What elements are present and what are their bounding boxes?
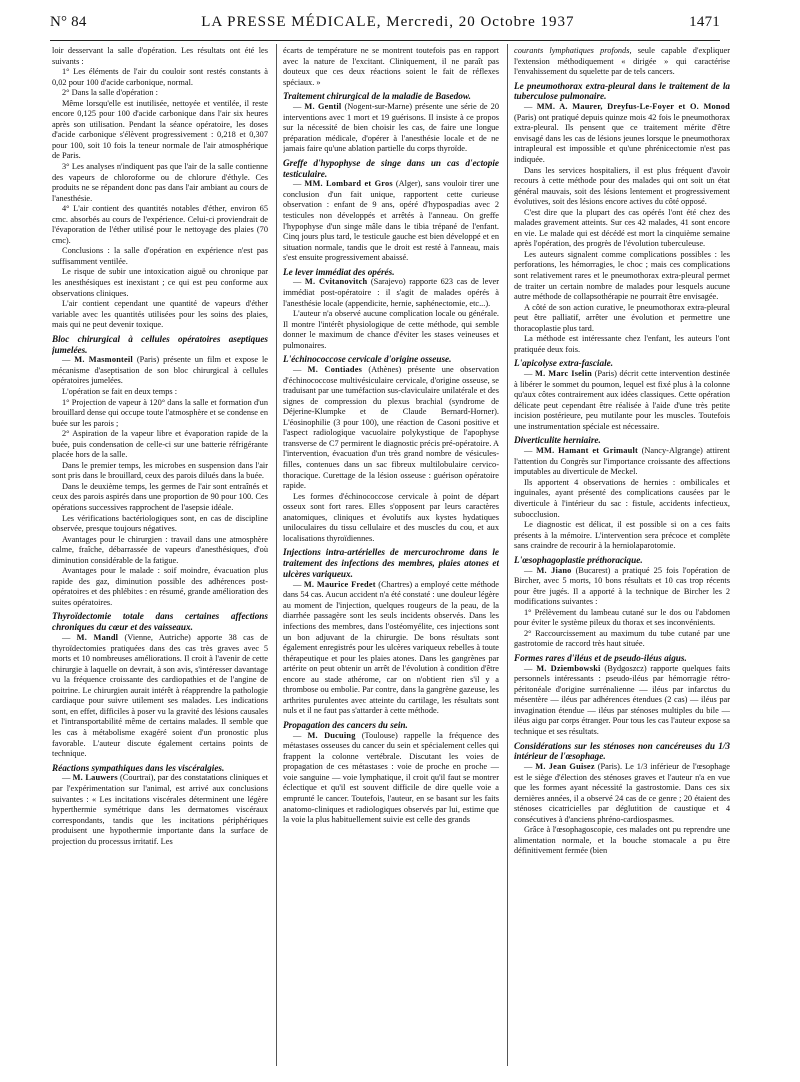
section-heading: L'apicolyse extra-fasciale. [514, 358, 613, 369]
section-heading: Greffe d'hypophyse de singe dans un cas d'ectopie testiculaire. [283, 157, 499, 179]
section-body: — M. Lauwers (Courtrai), par des constatations cliniques et par l'expérimentation sur l'animal, est arrivé aux conclusions suivantes : « Les incitations viscérales déterminent une légère hyperthermie symétrique dans les dermatomes viscéraux correspondants, tandis que les incitations périphériques produisent une hypothermie importante dans la surface de projection du processus irritatif. Les [52, 773, 268, 846]
section-body: — M. Contiades (Athènes) présente une observation d'échinococcose multivésiculaire cervicale, d'origine osseuse, se traduisant par une tuméfaction sus-claviculaire unilatérale et des signes de compression du plexus brachial (syndrome de Déjerine-Klumpke et de Claude Bernard-Horner). L'éosinophilie (3 pour 100), une réaction de Casoni positive et l'aspect radiologique vacuolaire polykystique de l'apophyse transverse de C7 permirent le diagnostic précis pré-opératoire. A l'intervention, évacuation d'un très grand nombre de vésicules-filles, contenues dans un sac fibreux multilobulaire cervico-thoracique. Curettage de la lésion osseuse : guérison opératoire rapide. [283, 365, 499, 491]
author-name: M. Masmonteil [74, 355, 133, 365]
section-body: — MM. Lombard et Gros (Alger), sans vouloir tirer une conclusion d'un fait unique, rapportent cette curieuse observation : enfant de 9 ans, opéré d'hypospadias avec 2 testicules non développés et arrêtés à l'anneau. On greffe l'hypophyse d'un singe mâle dans le tibia trépané de l'enfant. Cinq jours plus tard, le testicule gauche est bien développé et en situation normale, tandis que le droit est resté à l'anneau, mais s'est ensuite progressivement abaissé. [283, 179, 499, 263]
paragraph: L'auteur n'a observé aucune complication locale ou générale. Il montre l'intérêt physiologique de cette méthode, qui semble donner le maximum de chance d'éviter les stases veineuses et pulmonaires. [283, 309, 499, 350]
section-text: (Paris). Le 1/3 inférieur de l'œsophage est le siège d'élection des sténoses graves et l'auteur n'a en vue que les formes ayant nécessité la gastrostomie. Dans ces six dernières années, il a observé 24 cas de ce genre ; 20 étaient des sténoses cicatricielles par déglutition de caustique et 4 consécutives à d'anciens phréno-cardiospasmes. [514, 762, 730, 824]
author-name: M. Mandl [76, 633, 119, 643]
section-body: — M. Cvitanovitch (Sarajevo) rapporte 623 cas de lever immédiat post-opératoire : il s'agit de malades opérés à l'anesthésie locale (appendicite, hernie, saphénectomie, etc...). [283, 277, 499, 308]
section-heading: Traitement chirurgical de la maladie de Basedow. [283, 91, 471, 102]
section-heading: Réactions sympathiques dans les viscéralgies. [52, 762, 225, 773]
paragraph: Ils apportent 4 observations de hernies : ombilicales et inguinales, ayant présenté des complications causées par le diverticule à l'intérieur du sac : fistule, accidents infectieux, subocclusion. [514, 477, 730, 519]
page-number: 1471 [689, 14, 720, 30]
column-2 [283, 46, 499, 1066]
section-heading: Diverticulite herniaire. [514, 435, 601, 446]
section-body: — M. Jiano (Bucarest) a pratiqué 25 fois l'opération de Bircher, avec 5 morts, 10 bons résultats et 10 cas trop récents pour être jugés. Il a apporté à la technique de Bircher les 2 modifications suivantes : [514, 565, 730, 607]
page-header [50, 14, 720, 36]
paragraph: Grâce à l'œsophagoscopie, ces malades ont pu reprendre une alimentation normale, et la bouche stomacale a pu être définitivement fermée (bien [514, 825, 730, 856]
emphasis: courants lymphatiques profonds, [514, 46, 632, 55]
paragraph: 1° Projection de vapeur à 120° dans la salle et formation d'un brouillard dense qui occupe toute l'atmosphère et se condense en buée sur les parois ; [52, 397, 268, 428]
section-body: — M. Marc Iselin (Paris) décrit cette intervention destinée à libérer le sommet du poumon, lequel est fixé plus à la colonne qu'aux côtes contrairement aux idées classiques. Cette opération délicate peut cependant être réalisée à l'aide d'une très petite incision postérieure, peu mutilante pour les muscles. Toutefois une instrumentation spéciale est nécessaire. [514, 369, 730, 431]
paragraph: Avantages pour le malade : soif moindre, évacuation plus rapide des gaz, diminution possible des adhérences post-opératoires et des phlébites : en résumé, grande amélioration des suites opératoires. [52, 566, 268, 607]
column-divider [276, 44, 277, 1066]
paragraph: Le diagnostic est délicat, il est possible si on a ces faits présents à la mémoire. L'intervention sera précoce et complète sans craindre de recourir à la herniolaparotomie. [514, 520, 730, 551]
section-body: — M. Mandl (Vienne, Autriche) apporte 38 cas de thyroïdectomies pratiquées dans des cas très graves avec 5 morts et 10 nombreuses améliorations. Il croit à l'avenir de cette chirurgie à laquelle on devrait, à son avis, s'intéresser davantage vu la fréquence croissante des cardiopathies et de l'angine de poitrine. Le chirurgien aurait intérêt à réapprendre la pathologie cardiaque pour suivre utilement ses malades. Les indications sont, en effet, difficiles à poser vu la gravité des lésions causales et l'intransportabilité même de certains malades. Il semble que les cas à métabolisme exagéré soient d'un pronostic plus favorable. L'auteur discute également certains points de technique. [52, 633, 268, 759]
paragraph: A côté de son action curative, le pneumothorax extra-pleural peut être palliatif, arrêter une évolution et permettre une thoracoplastie plus tard. [514, 302, 730, 333]
section-heading: Formes rares d'iléus et de pseudo-iléus aigus. [514, 652, 687, 663]
journal-title: LA PRESSE MÉDICALE, Mercredi, 20 Octobre 1937 [201, 14, 575, 30]
paragraph: Les formes d'échinococcose cervicale à point de départ osseux sont fort rares. Elles s'opposent par leurs caractères anatomiques, cliniques et évolutifs aux kystes hydatiques uniloculaires du tissu cellulaire et des muscles du cou, et aux localisations thyroïdiennes. [283, 491, 499, 543]
section-text: (Alger), sans vouloir tirer une conclusion d'un fait unique, rapportent cette curieuse observation : enfant de 9 ans, opéré d'hypospadias avec 2 testicules non développés et arrêtés à l'anneau. On greffe l'hypophyse d'un singe mâle dans le tibia trépané de l'enfant. Cinq jours plus tard, le testicule gauche est bien développé et en situation normale, tandis que le droit est resté à l'anneau, mais s'est ensuite progressivement abaissé. [283, 179, 499, 263]
paragraph: 2° Raccourcissement au maximum du tube cutané par une gastrotomie de raccord très haut située. [514, 628, 730, 649]
section-body: — M. Masmonteil (Paris) présente un film et expose le mécanisme d'aseptisation de son bloc chirurgical à cellules opératoires jumelées. [52, 355, 268, 386]
author-name: M. Ducuing [307, 730, 356, 740]
header-rule [50, 40, 720, 41]
paragraph: Dans les services hospitaliers, il est plus fréquent d'avoir recours à cette méthode pour des malades qui ont soit un état général mauvais, soit des lésions lentement et progressivement évolutives, soit des lésions encore actives du côté opposé. [514, 165, 730, 207]
section-text: (Paris) ont pratiqué depuis quinze mois 42 fois le pneumothorax extra-pleural. Ils pensent que ce traitement mérite d'être envisagé dans les cas de lésions jeunes lorsque le pneumothorax intrapleural est impossible et qu'une phrénicectomie n'est pas indiquée. [514, 112, 730, 164]
section-text: (Athènes) présente une observation d'échinococcose multivésiculaire cervicale, d'origine osseuse, se traduisant par une tuméfaction sus-claviculaire unilatérale et des signes de compression du plexus brachial (syndrome de Déjerine-Klumpke et de Claude Bernard-Horner). L'éosinophilie (3 pour 100), une réaction de Casoni positive et l'aspect radiologique vacuolaire polykystique de l'apophyse transverse de C7 permirent le diagnostic précis pré-opératoire. A l'intervention, évacuation d'un très grand nombre de vésicules-filles, contenues dans un sac fibreux multilobulaire cervico-thoracique. Curettage de la lésion osseuse : guérison opératoire rapide. [283, 365, 499, 491]
section-text: (Bucarest) a pratiqué 25 fois l'opération de Bircher, avec 5 morts, 10 bons résultats et 10 cas trop récents pour être jugés. Il a apporté à la technique de Bircher les 2 modifications suivantes : [514, 565, 730, 607]
paragraph: 1° Les éléments de l'air du couloir sont restés constants à 0,02 pour 100 d'acide carbonique, normal. [52, 67, 268, 87]
section-heading: Considérations sur les sténoses non cancéreuses du 1/3 intérieur de l'œsophage. [514, 740, 730, 762]
paragraph: Même lorsqu'elle est inutilisée, nettoyée et ventilée, il reste encore 0,125 pour 100 d'acide carbonique dans l'air six heures après son utilisation. Pendant la séance opératoire, les doses d'acide carbonique s'élèvent progressivement : 0,218 et 0,307 pour 100, soit 10 fois la teneur normale de l'air atmosphérique de Paris. [52, 98, 268, 161]
author-name: M. Maurice Fredet [303, 579, 376, 589]
section-text: (Bydgoszcz) rapporte quelques faits personnels intéressants : pseudo-iléus par hémorragie rétro-péritonéale d'origine surrénalienne — iléus par infarctus du mésentère — iléus par adhérences étendues (2 cas) — iléus par invagination étendue — iléus par sténoses multiples du bile — iléus aigu par corps étranger. Pour tous les cas l'auteur expose sa technique et ses résultats. [514, 663, 730, 736]
paragraph: Les vérifications bactériologiques sont, en cas de discipline observée, presque toujours négatives. [52, 513, 268, 534]
section-body: — M. Ducuing (Toulouse) rappelle la fréquence des métastases osseuses du cancer du sein et spécialement celles qui frappent la colonne vertébrale. Discutant les voies de propagation de ces métastases : voie de proche en proche — voie sanguine — voie lymphatique, il croit qu'il faut se montrer éclectique et qu'il est souvent difficile de dire quelle voie a emprunté le cancer. Toutefois, l'auteur, en se basant sur les faits anatomo-cliniques et radiologiques observés par lui, estime que la voie la plus habituellement suivie est celle des grands [283, 730, 499, 825]
section-text: (Nogent-sur-Marne) présente une série de 20 interventions avec 1 mort et 19 guérisons. Il insiste à ce propos sur la nécessité de bien choisir les cas, de faire une longue préparation médicale, d'opérer à l'anesthésie locale et de ne jamais faire qu'une ablation partielle du corps thyroïde. [283, 101, 499, 154]
section-body: — MM. Hamant et Grimault (Nancy-Algrange) attirent l'attention du Congrès sur l'importance croissante des affections imputables au diverticule de Meckel. [514, 446, 730, 477]
section-text: (Courtrai), par des constatations cliniques et par l'expérimentation sur l'animal, est arrivé aux conclusions suivantes : « Les incitations viscérales déterminent une légère hyperthermie symétrique dans les dermatomes viscéraux correspondants, tandis que les incitations périphériques produisent une hypothermie importante dans la surface de projection du processus irritatif. Les [52, 773, 268, 846]
paragraph: L'air contient cependant une quantité de vapeurs d'éther variable avec les quantités utilisées pour les soins des plaies, mais qui ne peut devenir toxique. [52, 299, 268, 330]
column-divider [507, 44, 508, 1066]
author-name: M. Jean Guisez [535, 762, 595, 772]
section-body: — M. Dziembowski (Bydgoszcz) rapporte quelques faits personnels intéressants : pseudo-iléus par hémorragie rétro-péritonéale d'origine surrénalienne — iléus par infarctus du mésentère — iléus par adhérences étendues (2 cas) — iléus par invagination étendue — iléus par sténoses multiples du bile — iléus aigu par corps étranger. Pour tous les cas l'auteur expose sa technique et ses résultats. [514, 663, 730, 736]
section-heading: L'œsophagoplastie préthoracique. [514, 554, 643, 565]
section-heading: Propagation des cancers du sein. [283, 719, 408, 730]
paragraph: Conclusions : la salle d'opération en expérience n'est pas suffisamment ventilée. [52, 246, 268, 266]
author-name: MM. Lombard et Gros [304, 179, 393, 189]
paragraph: 1° Prélèvement du lambeau cutané sur le dos ou l'abdomen pour éviter le système pileux du thorax et ses inconvénients. [514, 607, 730, 628]
section-body: — M. Jean Guisez (Paris). Le 1/3 inférieur de l'œsophage est le siège d'élection des sténoses graves et l'auteur n'a en vue que les formes ayant nécessité la gastrostomie. Dans ces six dernières années, il a observé 24 cas de ce genre ; 20 étaient des sténoses cicatricielles par déglutition de caustique et 4 consécutives à d'anciens phréno-cardiospasmes. [514, 762, 730, 824]
author-name: M. Marc Iselin [535, 369, 592, 379]
author-name: M. Cvitanovitch [304, 277, 368, 287]
paragraph [514, 46, 730, 78]
section-heading: Injections intra-artérielles de mercurochrome dans le traitement des infections des membres, plaies atones et ulcères variqueux. [283, 547, 499, 579]
issue-number: N° 84 [50, 14, 87, 30]
paragraph: Avantages pour le chirurgien : travail dans une atmosphère calme, fraîche, débarrassée de vapeurs d'anesthésiques, d'où diminution considérable de la fatigue. [52, 534, 268, 565]
author-name: M. Contiades [307, 365, 363, 375]
section-body: — M. Gentil (Nogent-sur-Marne) présente une série de 20 interventions avec 1 mort et 19 guérisons. Il insiste à ce propos sur la nécessité de bien choisir les cas, de faire une longue préparation médicale, d'opérer à l'anesthésie locale et de ne jamais faire qu'une ablation partielle du corps thyroïde. [283, 101, 499, 154]
section-text: (Sarajevo) rapporte 623 cas de lever immédiat post-opératoire : il s'agit de malades opérés à l'anesthésie locale (appendicite, hernie, saphénectomie, etc...). [283, 277, 499, 308]
paragraph: Les auteurs signalent comme complications possibles : les perforations, les hémorragies, le choc ; mais ces complications sont relativement rares et le pneumothorax extra-pleural permet de traiter un certain nombre de malades pour lesquels aucune autre méthode de collapsothérapie ne pourrait être envisagée. [514, 249, 730, 302]
section-heading: Bloc chirurgical à cellules opératoires aseptiques jumelées. [52, 333, 268, 355]
section-text: (Paris) décrit cette intervention destinée à libérer le sommet du poumon, lequel est fixé plus à la colonne qu'aux côtes contrairement aux idées classiques. Cette opération délicate peut cependant être réalisée à l'aide d'une très petite incision postérieure, peu mutilante pour les muscles. Toutefois une instrumentation spéciale est nécessaire. [514, 369, 730, 431]
author-name: MM. A. Maurer, Dreyfus-Le-Foyer et O. Monod [536, 102, 730, 112]
section-heading: L'échinococcose cervicale d'origine osseuse. [283, 354, 452, 365]
author-name: M. Dziembowski [536, 663, 601, 673]
paragraph: Le risque de subir une intoxication aiguë ou chronique par les anesthésiques est inexistant ; ce qui est peu conforme aux observations cliniques. [52, 267, 268, 298]
paragraph-text: seule capable d'expliquer l'extension méthodiquement « dirigée » qui caractérise l'envahissement du squelette par de tels cancers. [514, 46, 730, 77]
section-heading: Le lever immédiat des opérés. [283, 266, 395, 277]
column-3 [514, 46, 730, 1066]
section-text: (Vienne, Autriche) apporte 38 cas de thyroïdectomies pratiquées dans des cas très graves avec 5 morts et 10 nombreuses améliorations. Il croit à l'avenir de cette chirurgie à laquelle on devrait, à son avis, s'intéresser davantage vu la fréquence croissante des cardiopathies et de l'angine de poitrine. Le chirurgien aurait intérêt à réapprendre la pathologie cardiaque pour suivre utilement ses malades. Les indications sont, en effet, difficiles à poser vu la gravité des lésions causales et l'intransportabilité même de certains malades. Il semble que les cas à métabolisme exagéré soient d'un pronostic plus favorable. L'auteur discute également certains points de technique. [52, 633, 268, 759]
section-body: — M. Maurice Fredet (Chartres) a employé cette méthode dans 54 cas. Aucun accident n'a été constaté : une douleur légère au moment de l'injection, quelques rougeurs de la peau, de la diarrhée passagère sont les seuls incidents observés. Dans les infections des membres, dans l'ostéomyélite, ces injections sont un bon adjuvant de la chirurgie. De bons résultats sont également enregistrés pour les ulcères variqueux rebelles à toute thérapeutique et pour les plaies atones. Dans les gangrènes par artérite on peut obtenir un arrêt de l'évolution à condition d'être encore au stade athérome, car on n'obtient rien s'il y a thrombose ou embolie. Par contre, dans la gangrène gazeuse, les arthrites purulentes avec atteinte du cartilage, les résultats sont nuls et il ne faut pas s'attarder à cette méthode. [283, 579, 499, 716]
section-heading: Le pneumothorax extra-pleural dans le traitement de la tuberculose pulmonaire. [514, 80, 730, 102]
paragraph: 2° Dans la salle d'opération : [62, 88, 158, 98]
paragraph: 4° L'air contient des quantités notables d'éther, environ 65 cmc. absorbés au cours de l'expérience. Celui-ci proviendrait de l'évaporation de l'éther utilisé pour le nettoyage des plaies (70 cmc). [52, 204, 268, 245]
author-name: M. Jiano [536, 565, 572, 575]
section-text: (Nancy-Algrange) attirent l'attention du Congrès sur l'importance croissante des affections imputables au diverticule de Meckel. [514, 446, 730, 477]
paragraph: C'est dire que la plupart des cas opérés l'ont été chez des malades gravement atteints. Sur ces 42 malades, 41 sont encore en vie. Le malade qui est décédé est mort la cinquième semaine après l'opération, des progrès de l'évolution tuberculeuse. [514, 207, 730, 249]
paragraph: loir desservant la salle d'opération. Les résultats ont été les suivants : [52, 46, 268, 66]
paragraph: L'opération se fait en deux temps : [62, 387, 178, 396]
section-body: — MM. A. Maurer, Dreyfus-Le-Foyer et O. Monod (Paris) ont pratiqué depuis quinze mois 42 fois le pneumothorax extra-pleural. Ils pensent que ce traitement mérite d'être envisagé dans les cas de lésions jeunes lorsque le pneumothorax intrapleural est impossible et qu'une phrénicectomie n'est pas indiquée. [514, 102, 730, 164]
paragraph: 2° Aspiration de la vapeur libre et évaporation rapide de la buée, puis condensation de celle-ci sur une batterie réfrigérante placée hors de la salle. [52, 429, 268, 460]
section-text: (Toulouse) rappelle la fréquence des métastases osseuses du cancer du sein et spécialement celles qui frappent la colonne vertébrale. Discutant les voies de propagation de ces métastases : voie de proche en proche — voie sanguine — voie lymphatique, il croit qu'il faut se montrer éclectique et qu'il est souvent difficile de dire quelle voie a emprunté le cancer. Toutefois, l'auteur, en se basant sur les faits anatomo-cliniques et radiologiques observés par lui, estime que la voie la plus habituellement suivie est celle des grands [283, 730, 499, 825]
column-1 [52, 46, 268, 1066]
section-text: (Chartres) a employé cette méthode dans 54 cas. Aucun accident n'a été constaté : une douleur légère au moment de l'injection, quelques rougeurs de la peau, de la diarrhée passagère sont les seuls incidents observés. Dans les infections des membres, dans l'ostéomyélite, ces injections sont un bon adjuvant de la chirurgie. De bons résultats sont également enregistrés pour les ulcères variqueux rebelles à toute thérapeutique et pour les plaies atones. Dans les gangrènes par artérite on peut obtenir un arrêt de l'évolution à condition d'être encore au stade athérome, car on n'obtient rien s'il y a thrombose ou embolie. Par contre, dans la gangrène gazeuse, les arthrites purulentes avec atteinte du cartilage, les résultats sont nuls et il ne faut pas s'attarder à cette méthode. [283, 579, 499, 716]
paragraph: Dans le deuxième temps, les germes de l'air sont entraînés et ceux des parois aspirés dans une proportion de 90 pour 100. Ces opérations successives rapprochent de l'asepsie idéale. [52, 481, 268, 513]
paragraph: écarts de température ne se montrent toutefois pas en rapport avec la nature de l'excitant. Cliniquement, il ne paraît pas douteux que ces deux réactions soient le fait de réflexes spéciaux. » [283, 46, 499, 87]
author-name: MM. Hamant et Grimault [535, 446, 639, 456]
author-name: M. Lauwers [72, 773, 118, 783]
section-text: (Paris) présente un film et expose le mécanisme d'aseptisation de son bloc chirurgical à cellules opératoires jumelées. [52, 355, 268, 386]
paragraph: La méthode est intéressante chez l'enfant, les auteurs l'ont pratiquée deux fois. [514, 334, 730, 354]
paragraph: 3° Les analyses n'indiquent pas que l'air de la salle contienne des vapeurs de chloroforme ou de chlorure d'éthyle. Ces produits ne se répandent donc pas dans l'air ambiant au cours de l'anesthésie. [52, 162, 268, 203]
paragraph: Dans le premier temps, les microbes en suspension dans l'air sont pris dans le brouillard, ceux des parois dilués dans la buée. [52, 460, 268, 481]
author-name: M. Gentil [304, 101, 342, 111]
section-heading: Thyroïdectomie totale dans certaines affections chroniques du cœur et des vaisseaux. [52, 611, 268, 633]
